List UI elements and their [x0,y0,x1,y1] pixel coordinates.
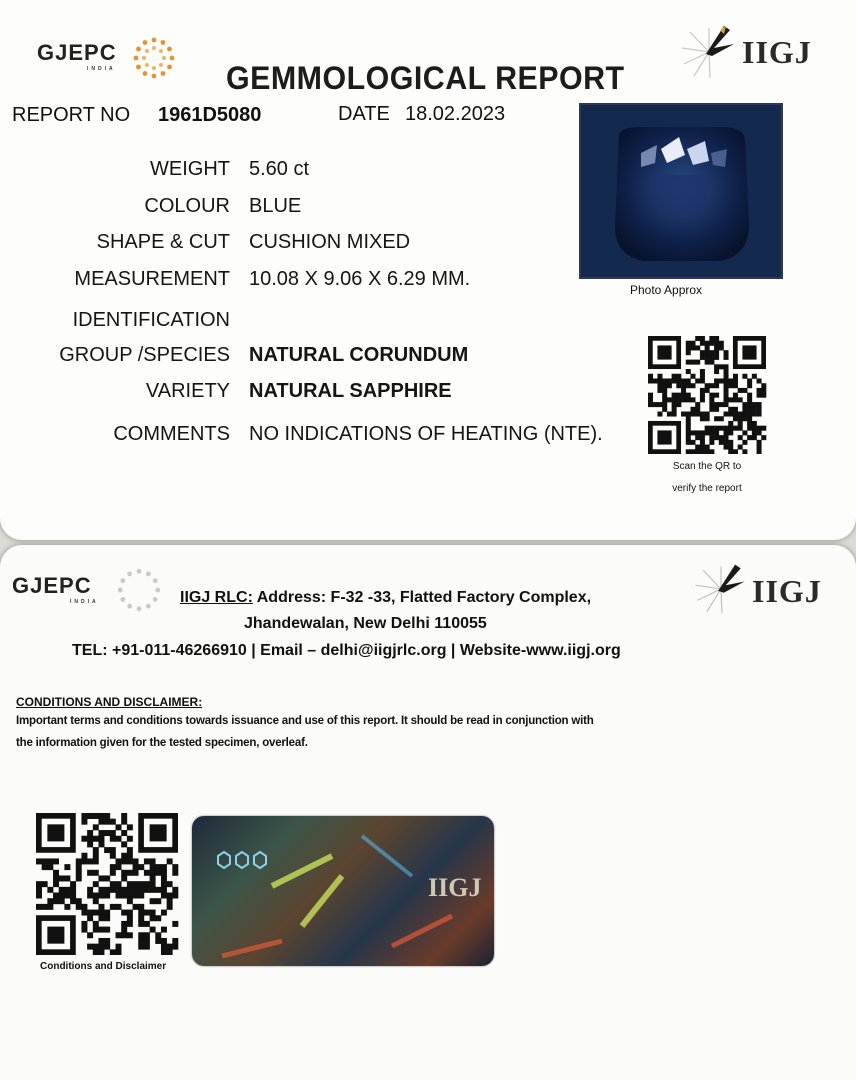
address-text: Address: F-32 -33, Flatted Factory Complex, [252,589,592,606]
report-back-card [0,545,856,1080]
gemstone-photo [579,103,783,279]
iigj-emblem-icon [676,22,742,82]
qr-caption-line2: verify the report [672,483,742,494]
date-value: 18.02.2023 [405,103,506,125]
shape-cut-label: SHAPE & CUT [96,231,230,253]
conditions-heading: CONDITIONS AND DISCLAIMER: [16,695,203,709]
gjepc-logo-back-subtext: INDIA [70,599,99,605]
group-species-label: GROUP /SPECIES [59,344,230,366]
variety-value: NATURAL SAPPHIRE [249,380,452,402]
weight-label: WEIGHT [150,158,230,180]
photo-caption: Photo Approx [630,283,703,297]
colour-value: BLUE [249,195,302,217]
colour-label: COLOUR [144,195,230,217]
iigj-emblem-back-icon [690,559,752,619]
hologram-iigj-text: IIGJ [428,873,482,902]
conditions-line-2: the information given for the tested specimen, overleaf. [16,737,308,749]
address-line-1 [180,589,591,607]
gjepc-logo-back-text: GJEPC [12,573,92,598]
weight-value: 5.60 ct [249,158,310,180]
measurement-label: MEASUREMENT [74,268,230,290]
address-line-2: Jhandewalan, New Delhi 110055 [244,615,487,632]
comments-label: COMMENTS [113,423,230,445]
address-label: IIGJ RLC: [180,589,253,606]
conditions-qr-caption: Conditions and Disclaimer [40,961,167,972]
identification-label: IDENTIFICATION [72,309,230,331]
report-no-label: REPORT NO [12,104,131,126]
verification-qr-code[interactable] [648,336,768,454]
contact-line: TEL: +91-011-46266910 | Email – delhi@iigjrlc.org | Website-www.iigj.org [72,642,621,659]
date-label: DATE [338,103,390,125]
comments-value: NO INDICATIONS OF HEATING (NTE). [249,423,603,445]
gjepc-logo-back [12,573,99,605]
variety-label: VARIETY [145,380,230,402]
iigj-logo-back [690,557,840,627]
hologram-pattern [192,816,494,966]
gjepc-logo-subtext: INDIA [87,66,116,72]
sapphire-gem-image [581,105,781,277]
gjepc-logo [37,40,117,72]
shape-cut-value: CUSHION MIXED [249,231,411,253]
iigj-logo [676,18,836,88]
group-species-value: NATURAL CORUNDUM [249,344,469,366]
report-title: GEMMOLOGICAL REPORT [226,60,625,96]
qr-caption-line1: Scan the QR to [672,461,742,472]
conditions-qr-code[interactable] [36,813,180,955]
iigj-logo-text: IIGJ [742,34,812,70]
gjepc-sun-icon [130,34,178,82]
security-hologram [192,816,494,966]
report-no-value: 1961D5080 [158,104,262,126]
qr-caption [640,456,774,500]
gjepc-sun-back-icon [114,565,164,615]
conditions-line-1: Important terms and conditions towards issuance and use of this report. It should be read in conjunction with [16,715,594,727]
iigj-logo-back-text: IIGJ [752,573,822,609]
measurement-value: 10.08 X 9.06 X 6.29 MM. [249,268,471,290]
gjepc-logo-text: GJEPC [37,40,117,65]
